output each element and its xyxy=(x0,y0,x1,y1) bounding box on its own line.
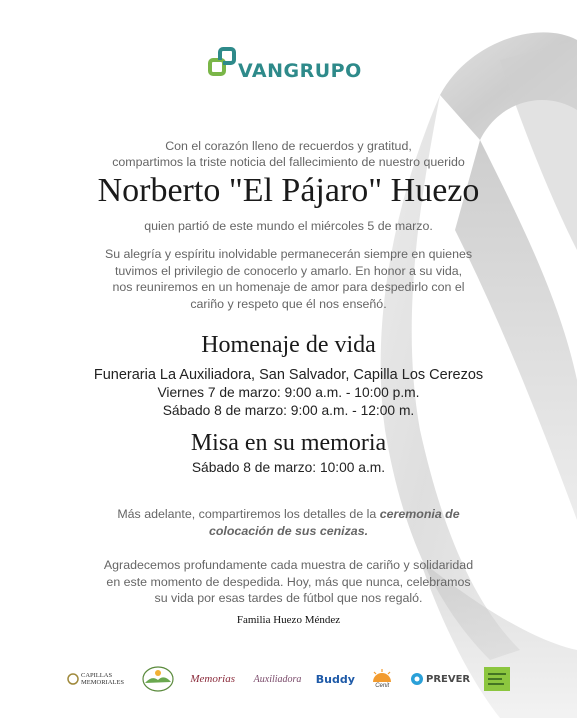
homenaje-heading: Homenaje de vida xyxy=(201,332,376,358)
vangrupo-logo xyxy=(208,46,362,84)
auxiliadora-label: Auxiliadora xyxy=(253,673,302,685)
intro-line: compartimos la triste noticia del fallecimiento de nuestro querido xyxy=(112,155,465,169)
buddy-label: Buddy xyxy=(315,672,355,686)
sponsor-logos xyxy=(66,662,512,696)
thanks-line: en este momento de despedida. Hoy, más que nunca, celebramos xyxy=(106,574,471,589)
thanks-line: su vida por esas tardes de fútbol que nos regaló. xyxy=(154,591,423,605)
green-badge-icon xyxy=(483,666,511,692)
prever-label: PREVER xyxy=(425,673,471,685)
memorias-logo xyxy=(186,664,240,694)
deceased-name: Norberto "El Pájaro" Huezo xyxy=(97,172,480,209)
memorias-label: Memorias xyxy=(190,673,235,685)
capillas-label: CAPILLAS MEMORIALES xyxy=(81,672,124,686)
sun-icon xyxy=(371,669,393,683)
schedule-line: Sábado 8 de marzo: 9:00 a.m. - 12:00 m. xyxy=(162,403,415,418)
auxiliadora-logo xyxy=(251,664,305,694)
venue-text: Funeraria La Auxiliadora, San Salvador, Capilla Los Cerezos xyxy=(93,367,484,383)
tribute-line: Su alegría y espíritu inolvidable permanecerán siempre en quienes xyxy=(104,247,473,261)
landscape-logo xyxy=(141,664,175,694)
prever-logo xyxy=(409,664,471,694)
intro-text xyxy=(40,138,537,170)
tribute-line: tuvimos el privilegio de conocerlo y amarlo. En honor a su vida, xyxy=(114,263,463,278)
misa-time: Sábado 8 de marzo: 10:00 a.m. xyxy=(191,460,386,475)
misa-heading: Misa en su memoria xyxy=(190,430,387,456)
intro-line: Con el corazón lleno de recuerdos y gratitud, xyxy=(165,139,412,153)
schedule-line: Viernes 7 de marzo: 9:00 a.m. - 10:00 p.m. xyxy=(157,385,420,400)
tribute-line: cariño y respeto que él nos enseñó. xyxy=(190,296,387,311)
later-emphasis: colocación de sus cenizas. xyxy=(208,523,369,538)
tribute-text xyxy=(60,246,517,312)
landscape-emblem-icon xyxy=(142,665,174,693)
departed-text: quien partió de este mundo el miércoles 5 de marzo. xyxy=(144,219,433,233)
sun-logo-label: Cenit xyxy=(375,683,390,689)
green-badge-logo xyxy=(482,664,512,694)
sun-logo xyxy=(366,664,398,694)
later-notice xyxy=(40,506,537,539)
vangrupo-logo-text: VANGRUPO xyxy=(238,60,362,82)
family-signature: Familia Huezo Méndez xyxy=(236,614,341,626)
thanks-text xyxy=(40,557,537,607)
tribute-line: nos reuniremos en un homenaje de amor para despedirlo con el xyxy=(112,280,465,294)
buddy-logo xyxy=(315,664,355,694)
capillas-emblem-icon xyxy=(67,673,79,685)
homenaje-schedule xyxy=(40,384,537,420)
vangrupo-logo-mark-icon xyxy=(208,46,236,84)
prever-emblem-icon xyxy=(410,672,424,686)
thanks-line: Agradecemos profundamente cada muestra de cariño y solidaridad xyxy=(103,558,474,572)
capillas-logo xyxy=(66,664,130,694)
later-emphasis: ceremonia de xyxy=(379,507,460,521)
later-text: Más adelante, compartiremos los detalles de la xyxy=(117,507,380,521)
